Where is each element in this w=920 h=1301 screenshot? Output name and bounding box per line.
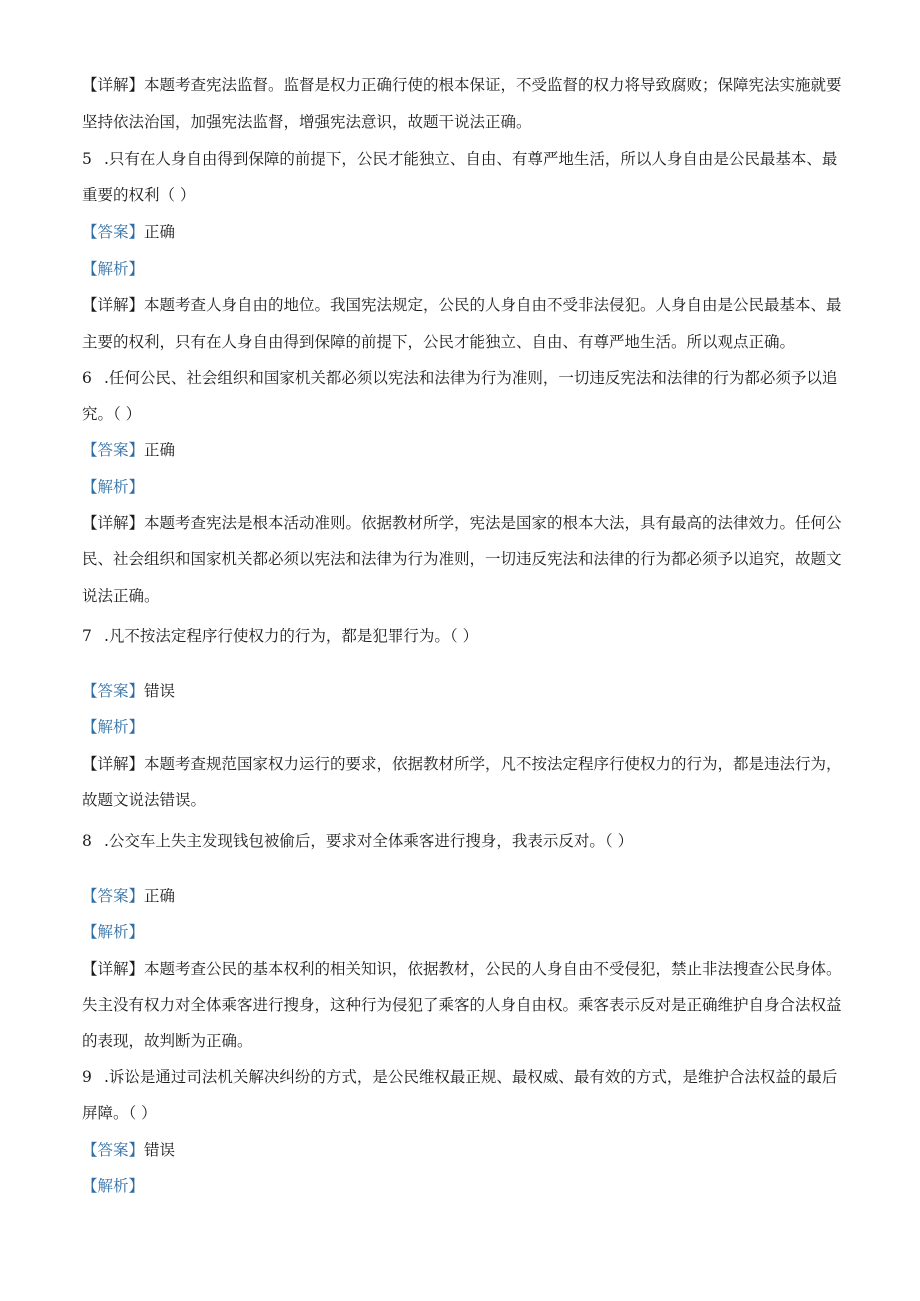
analysis-tag: 【解析】 bbox=[82, 478, 145, 496]
question-number: 8 bbox=[82, 832, 92, 850]
question-text: .诉讼是通过司法机关解决纠纷的方式，是公民维权最正规、最权威、最有效的方式，是维护合法权益的最后 bbox=[104, 1068, 838, 1086]
analysis-line bbox=[82, 716, 842, 738]
question-line bbox=[82, 148, 842, 170]
question-line: 重要的权利（ ） bbox=[82, 186, 196, 204]
answer-value: 错误 bbox=[144, 682, 176, 700]
detail-line: 民、社会组织和国家机关都必须以宪法和法律为行为准则，一切违反宪法和法律的行为都必须予以追究，故题文 bbox=[82, 550, 842, 568]
detail-line: 【详解】本题考查宪法是根本活动准则。依据教材所学，宪法是国家的根本大法，具有最高的法律效力。任何公 bbox=[82, 514, 842, 532]
answer-value: 正确 bbox=[144, 223, 176, 241]
answer-value: 正确 bbox=[144, 887, 176, 905]
detail-line: 的表现，故判断为正确。 bbox=[82, 1032, 253, 1050]
analysis-tag: 【解析】 bbox=[82, 718, 145, 736]
analysis-tag: 【解析】 bbox=[82, 260, 145, 278]
analysis-line bbox=[82, 1175, 842, 1197]
detail-line: 【详解】本题考查规范国家权力运行的要求，依据教材所学，凡不按法定程序行使权力的行为，都是违法行为， bbox=[82, 755, 842, 773]
question-line bbox=[82, 367, 842, 389]
analysis-tag: 【解析】 bbox=[82, 923, 145, 941]
question-line bbox=[82, 830, 842, 852]
analysis-line bbox=[82, 476, 842, 498]
answer-line bbox=[82, 1139, 842, 1161]
answer-line bbox=[82, 439, 842, 461]
analysis-line bbox=[82, 921, 842, 943]
answer-value: 错误 bbox=[144, 1141, 176, 1159]
question-text: .只有在人身自由得到保障的前提下，公民才能独立、自由、有尊严地生活，所以人身自由是公民最基本、最 bbox=[104, 150, 838, 168]
answer-line bbox=[82, 680, 842, 702]
detail-line: 故题文说法错误。 bbox=[82, 791, 207, 809]
question-text: .凡不按法定程序行使权力的行为，都是犯罪行为。（ ） bbox=[104, 627, 479, 645]
answer-tag: 【答案】 bbox=[82, 1141, 145, 1159]
answer-value: 正确 bbox=[144, 441, 176, 459]
detail-line: 主要的权利，只有在人身自由得到保障的前提下，公民才能独立、自由、有尊严地生活。所以观点正确。 bbox=[82, 333, 796, 351]
question-number: 9 bbox=[82, 1068, 92, 1086]
question-text: .公交车上失主发现钱包被偷后，要求对全体乘客进行搜身，我表示反对。（ ） bbox=[104, 832, 634, 850]
question-number: 6 bbox=[82, 369, 92, 387]
answer-tag: 【答案】 bbox=[82, 682, 145, 700]
answer-tag: 【答案】 bbox=[82, 887, 145, 905]
detail-line: 失主没有权力对全体乘客进行搜身，这种行为侵犯了乘客的人身自由权。乘客表示反对是正确维护自身合法权益 bbox=[82, 996, 842, 1014]
analysis-tag: 【解析】 bbox=[82, 1177, 145, 1195]
question-line bbox=[82, 625, 842, 647]
answer-tag: 【答案】 bbox=[82, 441, 145, 459]
detail-line: 坚持依法治国，加强宪法监督，增强宪法意识，故题干说法正确。 bbox=[82, 113, 532, 131]
question-number: 7 bbox=[82, 627, 92, 645]
question-number: 5 bbox=[82, 150, 92, 168]
answer-line bbox=[82, 885, 842, 907]
analysis-line bbox=[82, 258, 842, 280]
detail-line: 【详解】本题考查公民的基本权利的相关知识，依据教材，公民的人身自由不受侵犯，禁止非法搜查公民身体。 bbox=[82, 960, 842, 978]
question-line: 究。（ ） bbox=[82, 405, 142, 423]
answer-tag: 【答案】 bbox=[82, 223, 145, 241]
question-line: 屏障。（ ） bbox=[82, 1104, 157, 1122]
detail-line: 【详解】本题考查宪法监督。监督是权力正确行使的根本保证，不受监督的权力将导致腐败；保障宪法实施就要 bbox=[82, 76, 842, 94]
detail-line: 说法正确。 bbox=[82, 587, 160, 605]
question-line bbox=[82, 1066, 842, 1088]
answer-line bbox=[82, 221, 842, 243]
question-text: .任何公民、社会组织和国家机关都必须以宪法和法律为行为准则，一切违反宪法和法律的行为都必须予以追 bbox=[104, 369, 838, 387]
detail-line: 【详解】本题考查人身自由的地位。我国宪法规定，公民的人身自由不受非法侵犯。人身自由是公民最基本、最 bbox=[82, 296, 842, 314]
